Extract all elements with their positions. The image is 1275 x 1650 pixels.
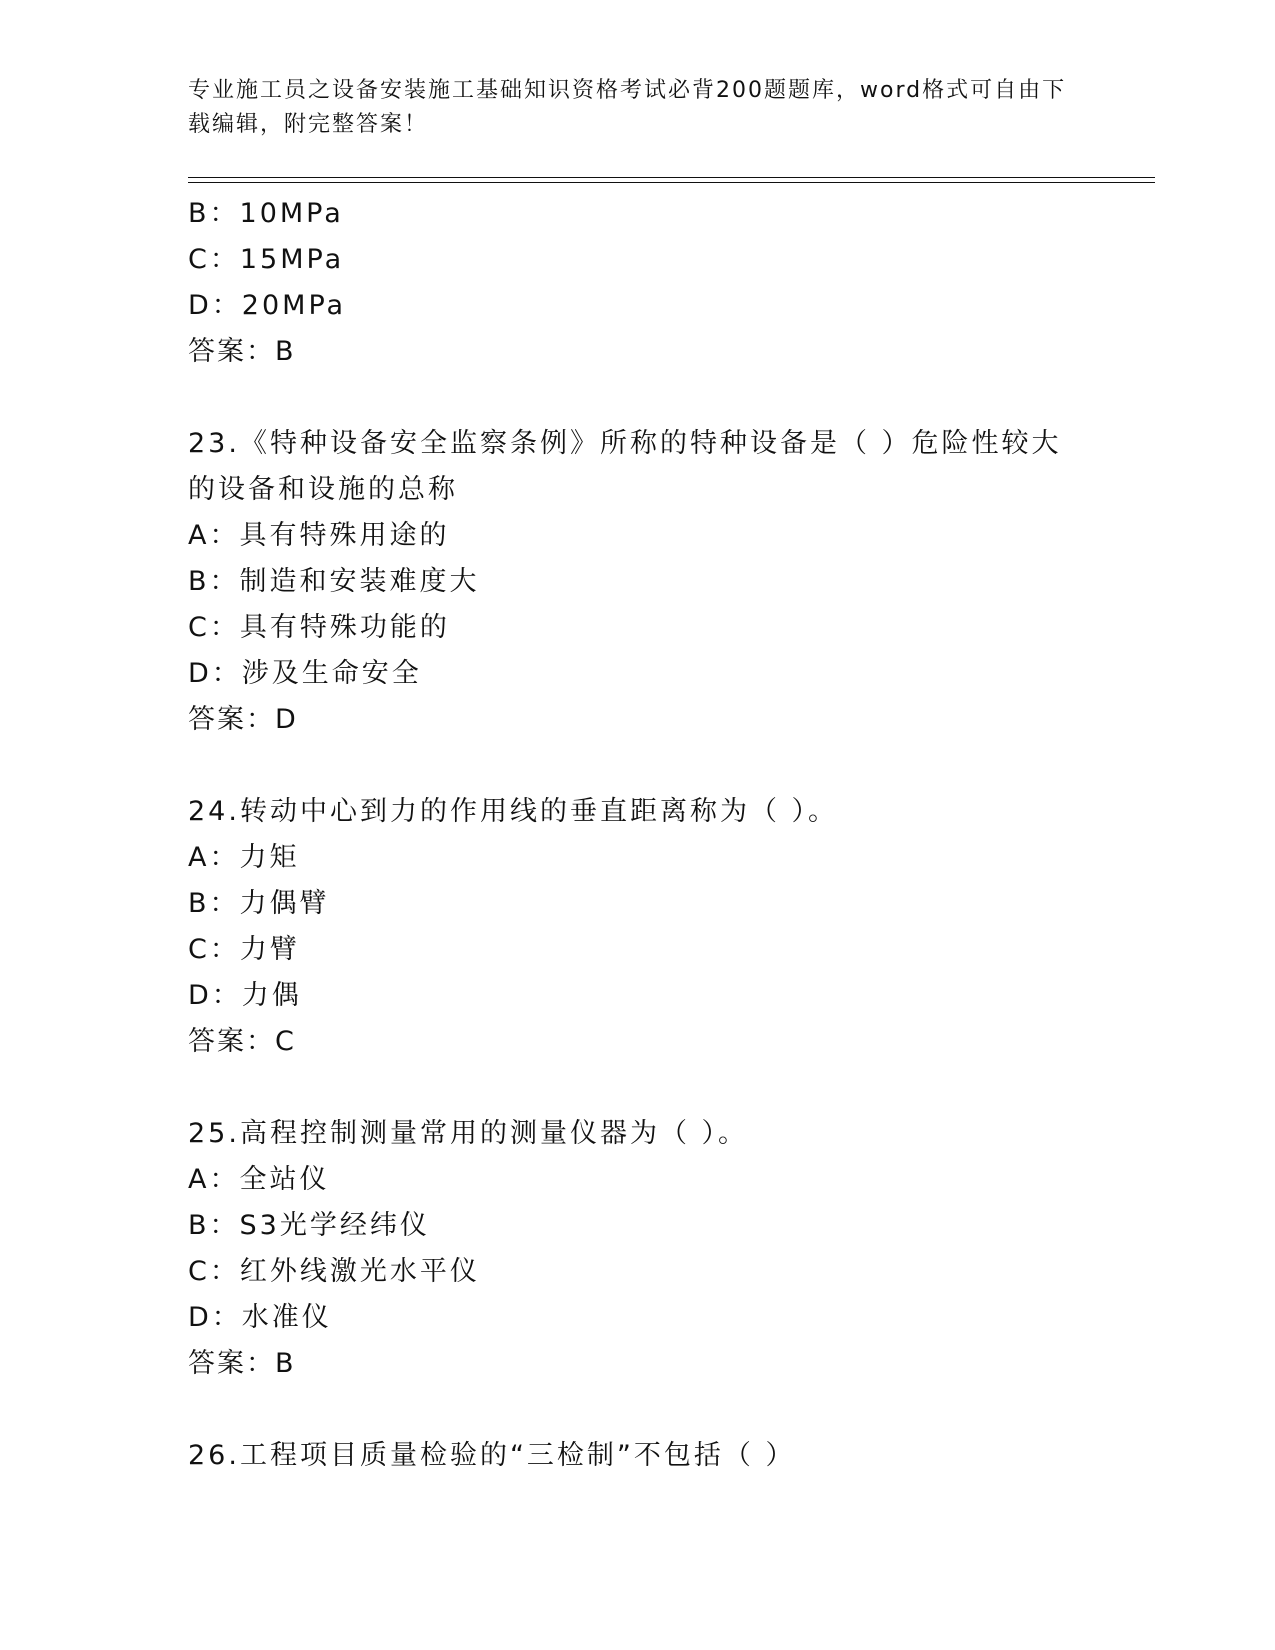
- option-d: D：水准仪: [188, 1302, 332, 1333]
- option-d: D：涉及生命安全: [188, 658, 422, 689]
- option-b: B：S3光学经纬仪: [188, 1210, 430, 1241]
- option-d: D：力偶: [188, 980, 302, 1011]
- option-c: C：15MPa: [188, 244, 345, 275]
- header-divider-top: [188, 177, 1155, 178]
- question-22: [188, 191, 1088, 375]
- option-c: C：力臂: [188, 934, 300, 965]
- question-23: [188, 421, 1088, 743]
- question-stem: 25.高程控制测量常用的测量仪器为（ ）。: [188, 1118, 749, 1149]
- spacer: [188, 743, 1088, 789]
- answer: 答案：B: [188, 1348, 296, 1379]
- option-b: B：10MPa: [188, 198, 344, 229]
- option-a: A：全站仪: [188, 1164, 330, 1195]
- question-list: [188, 191, 1088, 1479]
- option-a: A：具有特殊用途的: [188, 520, 450, 551]
- option-c: C：红外线激光水平仪: [188, 1256, 480, 1287]
- question-26: [188, 1433, 1088, 1479]
- spacer: [188, 1065, 1088, 1111]
- spacer: [188, 1387, 1088, 1433]
- question-stem: 26.工程项目质量检验的“三检制”不包括（ ）: [188, 1440, 796, 1471]
- option-b: B：力偶臂: [188, 888, 330, 919]
- question-stem: 23.《特种设备安全监察条例》所称的特种设备是（ ）危险性较大的设备和设施的总称: [188, 428, 1062, 505]
- option-d: D：20MPa: [188, 290, 347, 321]
- option-b: B：制造和安装难度大: [188, 566, 480, 597]
- answer: 答案：B: [188, 336, 296, 367]
- spacer: [188, 375, 1088, 421]
- option-c: C：具有特殊功能的: [188, 612, 450, 643]
- option-a: A：力矩: [188, 842, 300, 873]
- header-divider-bottom: [188, 182, 1155, 183]
- answer: 答案：D: [188, 704, 298, 735]
- question-24: [188, 789, 1088, 1065]
- question-25: [188, 1111, 1088, 1387]
- answer: 答案：C: [188, 1026, 296, 1057]
- question-stem: 24.转动中心到力的作用线的垂直距离称为（ ）。: [188, 796, 839, 827]
- document-header: 专业施工员之设备安装施工基础知识资格考试必背200题题库，word格式可自由下载编辑，附完整答案！: [188, 78, 1067, 137]
